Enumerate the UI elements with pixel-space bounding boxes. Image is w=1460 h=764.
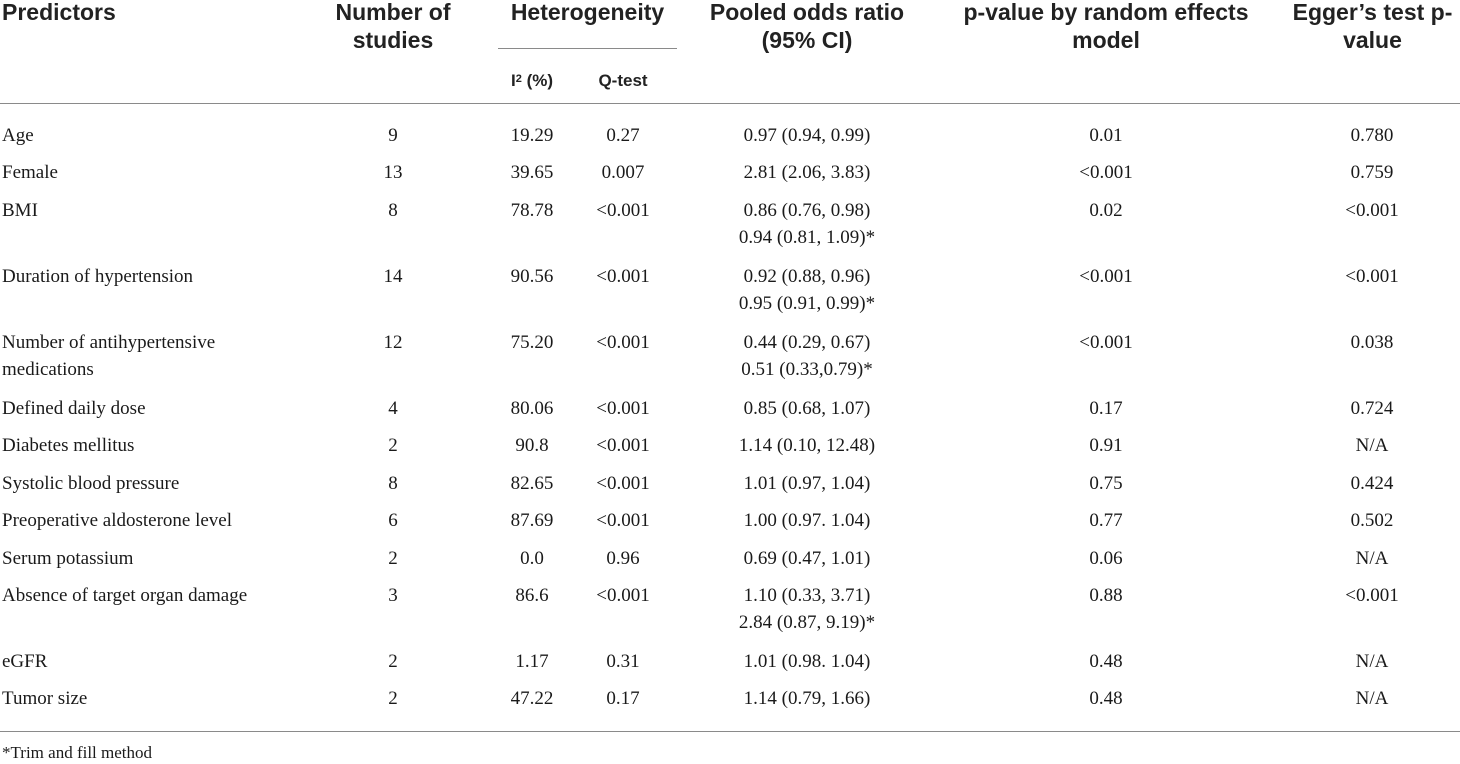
cell-n-studies: 9 <box>388 125 398 146</box>
cell-i2: 1.17 <box>515 651 549 672</box>
cell-q-test: <0.001 <box>596 332 650 353</box>
table-bottom-rule <box>0 731 1460 732</box>
cell-egger: <0.001 <box>1345 585 1399 606</box>
cell-n-studies: 2 <box>388 548 398 569</box>
cell-line-trim-fill: 0.94 (0.81, 1.09)* <box>738 227 876 248</box>
cell-pooled-or <box>700 545 914 572</box>
cell-i2: 87.69 <box>510 510 554 531</box>
cell-pooled-or <box>700 685 914 712</box>
cell-egger: <0.001 <box>1345 200 1399 221</box>
cell-p-value: 0.48 <box>1089 651 1123 672</box>
cell-line: Defined daily dose <box>2 398 146 419</box>
cell-line: BMI <box>2 200 38 221</box>
header-number-of-studies <box>318 0 468 54</box>
cell-line: eGFR <box>2 651 48 672</box>
cell-egger: 0.424 <box>1350 473 1394 494</box>
cell-p-value: <0.001 <box>1079 162 1133 183</box>
cell-q-test: <0.001 <box>596 510 650 531</box>
cell-q-test: <0.001 <box>596 398 650 419</box>
header-line: model <box>1072 27 1140 53</box>
cell-p-value: <0.001 <box>1079 266 1133 287</box>
cell-n-studies: 13 <box>383 162 403 183</box>
cell-line: Diabetes mellitus <box>2 435 135 456</box>
cell-line: 0.97 (0.94, 0.99) <box>743 125 871 146</box>
cell-pooled-or <box>700 122 914 149</box>
header-i2 <box>492 71 572 91</box>
cell-n-studies: 8 <box>388 473 398 494</box>
cell-pooled-or <box>700 470 914 497</box>
header-bottom-rule <box>0 103 1460 104</box>
cell-predictor <box>2 159 302 186</box>
header-line: Number of <box>335 0 451 25</box>
cell-i2: 86.6 <box>515 585 549 606</box>
cell-line: Age <box>2 125 34 146</box>
cell-pooled-or <box>700 159 914 186</box>
header-line: value <box>1343 27 1402 53</box>
cell-p-value: 0.02 <box>1089 200 1123 221</box>
cell-predictor <box>2 685 302 712</box>
cell-line: 1.10 (0.33, 3.71) <box>743 585 871 606</box>
cell-egger: N/A <box>1355 688 1389 709</box>
cell-line: 1.01 (0.98. 1.04) <box>743 651 871 672</box>
i2-letter: I <box>510 71 516 90</box>
cell-i2: 80.06 <box>510 398 554 419</box>
cell-i2: 19.29 <box>510 125 554 146</box>
header-line: p-value by random effects <box>963 0 1249 25</box>
cell-n-studies: 2 <box>388 435 398 456</box>
cell-p-value: 0.88 <box>1089 585 1123 606</box>
cell-q-test: <0.001 <box>596 266 650 287</box>
cell-p-value: 0.77 <box>1089 510 1123 531</box>
cell-i2: 82.65 <box>510 473 554 494</box>
cell-pooled-or <box>700 263 914 317</box>
cell-n-studies: 2 <box>388 651 398 672</box>
cell-line: Serum potassium <box>2 548 134 569</box>
cell-line: 0.92 (0.88, 0.96) <box>743 266 871 287</box>
cell-q-test: <0.001 <box>596 200 650 221</box>
cell-p-value: 0.17 <box>1089 398 1123 419</box>
cell-predictor <box>2 432 302 459</box>
header-heterogeneity: Heterogeneity <box>510 0 665 25</box>
cell-line: 1.01 (0.97, 1.04) <box>743 473 871 494</box>
cell-q-test: <0.001 <box>596 473 650 494</box>
cell-predictor <box>2 545 302 572</box>
cell-i2: 47.22 <box>510 688 554 709</box>
cell-line: Systolic blood pressure <box>2 473 180 494</box>
cell-predictor <box>2 197 302 224</box>
cell-egger: 0.502 <box>1350 510 1394 531</box>
cell-p-value: <0.001 <box>1079 332 1133 353</box>
cell-n-studies: 14 <box>383 266 403 287</box>
header-pooled-odds-ratio <box>680 0 934 54</box>
cell-line: 0.86 (0.76, 0.98) <box>743 200 871 221</box>
cell-line: 1.14 (0.79, 1.66) <box>743 688 871 709</box>
i2-superscript: 2 <box>515 73 522 85</box>
cell-predictor <box>2 122 302 149</box>
cell-i2: 0.0 <box>520 548 544 569</box>
cell-q-test: 0.31 <box>606 651 640 672</box>
cell-p-value: 0.01 <box>1089 125 1123 146</box>
cell-egger: N/A <box>1355 651 1389 672</box>
header-p-value <box>950 0 1262 54</box>
cell-pooled-or <box>700 329 914 383</box>
cell-pooled-or <box>700 648 914 675</box>
cell-n-studies: 12 <box>383 332 403 353</box>
cell-i2: 75.20 <box>510 332 554 353</box>
cell-egger: 0.780 <box>1350 125 1394 146</box>
cell-i2: 78.78 <box>510 200 554 221</box>
header-predictors: Predictors <box>2 0 116 25</box>
cell-n-studies: 2 <box>388 688 398 709</box>
cell-line: Preoperative aldosterone level <box>2 510 233 531</box>
cell-predictor <box>2 263 302 290</box>
cell-predictor <box>2 507 302 534</box>
cell-n-studies: 8 <box>388 200 398 221</box>
header-line: (95% CI) <box>761 27 853 53</box>
cell-egger: <0.001 <box>1345 266 1399 287</box>
cell-line: 0.85 (0.68, 1.07) <box>743 398 871 419</box>
cell-line: 0.69 (0.47, 1.01) <box>743 548 871 569</box>
header-line: studies <box>352 27 434 53</box>
cell-line: 1.14 (0.10, 12.48) <box>738 435 876 456</box>
cell-egger: N/A <box>1355 435 1389 456</box>
cell-line-trim-fill: 0.95 (0.91, 0.99)* <box>738 293 876 314</box>
cell-line: Absence of target organ damage <box>2 585 248 606</box>
cell-predictor <box>2 395 302 422</box>
cell-predictor <box>2 329 302 383</box>
cell-predictor <box>2 470 302 497</box>
header-line: Pooled odds ratio <box>709 0 905 25</box>
cell-egger: 0.724 <box>1350 398 1394 419</box>
heterogeneity-divider <box>498 48 677 49</box>
cell-line: Duration of hypertension <box>2 266 194 287</box>
cell-n-studies: 4 <box>388 398 398 419</box>
cell-line: Tumor size <box>2 688 88 709</box>
cell-line: 0.44 (0.29, 0.67) <box>743 332 871 353</box>
cell-p-value: 0.06 <box>1089 548 1123 569</box>
cell-i2: 90.8 <box>515 435 549 456</box>
cell-predictor <box>2 582 302 609</box>
cell-line-trim-fill: 2.84 (0.87, 9.19)* <box>738 612 876 633</box>
header-line: Egger’s test p- <box>1292 0 1453 25</box>
cell-pooled-or <box>700 582 914 636</box>
cell-pooled-or <box>700 507 914 534</box>
cell-line: 2.81 (2.06, 3.83) <box>743 162 871 183</box>
cell-p-value: 0.48 <box>1089 688 1123 709</box>
cell-egger: 0.038 <box>1350 332 1394 353</box>
cell-p-value: 0.91 <box>1089 435 1123 456</box>
i2-unit: (%) <box>521 71 554 90</box>
header-egger <box>1285 0 1460 54</box>
cell-line: 1.00 (0.97. 1.04) <box>743 510 871 531</box>
cell-p-value: 0.75 <box>1089 473 1123 494</box>
cell-line: Female <box>2 162 58 183</box>
cell-line: Number of antihypertensive <box>2 332 216 353</box>
cell-line: medications <box>2 359 94 380</box>
table-footnote: *Trim and fill method <box>2 743 153 762</box>
cell-line-trim-fill: 0.51 (0.33,0.79)* <box>741 359 873 380</box>
cell-i2: 90.56 <box>510 266 554 287</box>
cell-n-studies: 6 <box>388 510 398 531</box>
cell-pooled-or <box>700 395 914 422</box>
cell-pooled-or <box>700 197 914 251</box>
cell-predictor <box>2 648 302 675</box>
cell-q-test: 0.007 <box>601 162 645 183</box>
header-q-test: Q-test <box>598 71 648 90</box>
cell-pooled-or <box>700 432 914 459</box>
cell-q-test: <0.001 <box>596 435 650 456</box>
cell-n-studies: 3 <box>388 585 398 606</box>
cell-egger: N/A <box>1355 548 1389 569</box>
cell-q-test: <0.001 <box>596 585 650 606</box>
cell-q-test: 0.96 <box>606 548 640 569</box>
cell-q-test: 0.17 <box>606 688 640 709</box>
cell-egger: 0.759 <box>1350 162 1394 183</box>
cell-i2: 39.65 <box>510 162 554 183</box>
cell-q-test: 0.27 <box>606 125 640 146</box>
